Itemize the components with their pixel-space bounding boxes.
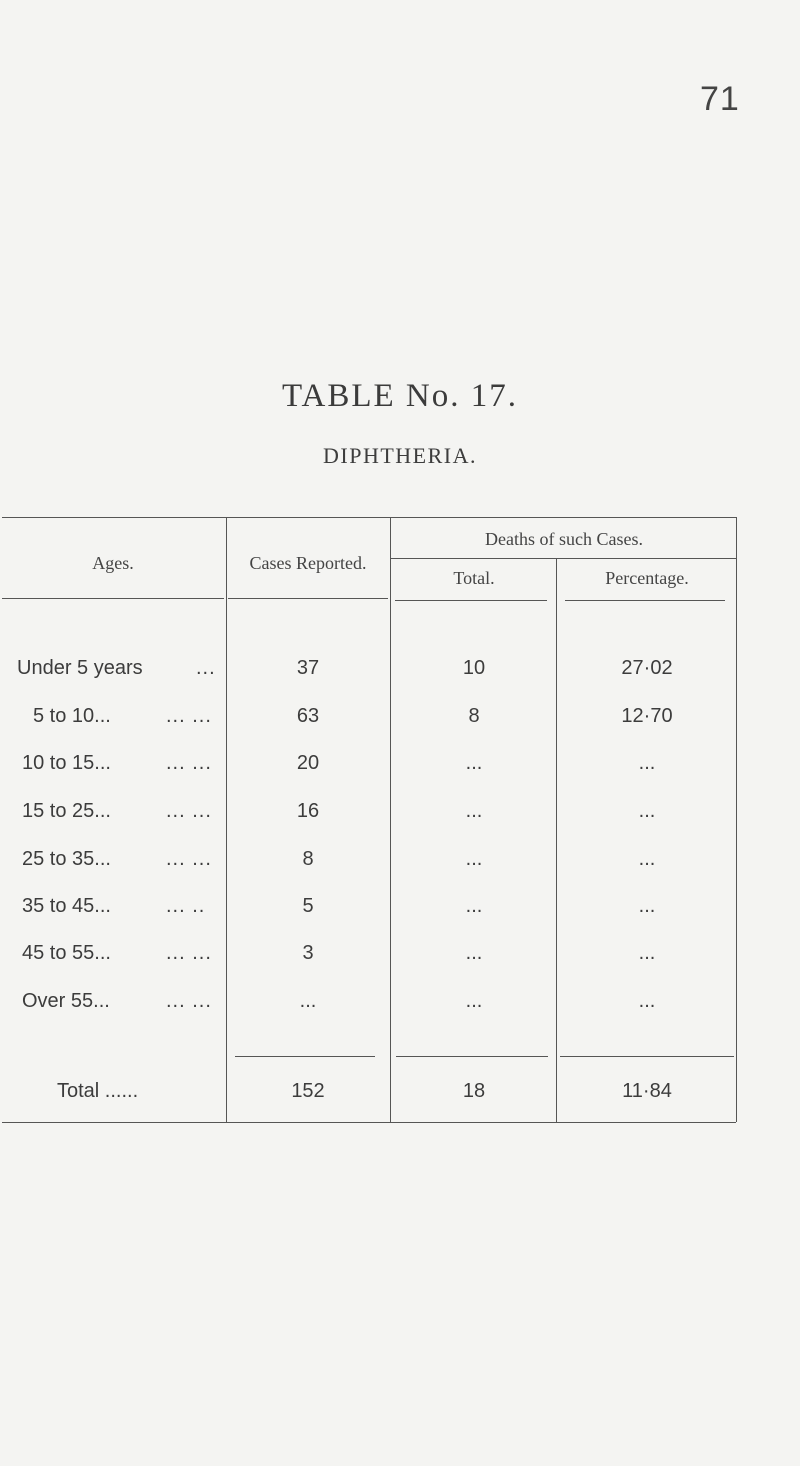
row-age-label: Under 5 years — [17, 657, 143, 679]
row-leader-dots: ... ... — [166, 990, 212, 1012]
totals-deaths-percentage: 11·84 — [622, 1080, 672, 1102]
row-age-label: 15 to 25... — [22, 800, 111, 822]
header-deaths-of-such-cases: Deaths of such Cases. — [485, 529, 643, 549]
row-age-label: 25 to 35... — [22, 848, 111, 870]
header-bottom-rule-ages — [2, 598, 224, 599]
row-cases-reported: 20 — [296, 752, 320, 774]
totals-top-rule-total — [396, 1056, 548, 1057]
row-deaths-total: ... — [465, 848, 483, 870]
row-cases-reported: 37 — [296, 657, 320, 679]
totals-top-rule-percentage — [560, 1056, 734, 1057]
row-leader-dots: ... ... — [166, 800, 212, 822]
row-deaths-total: 10 — [462, 657, 486, 679]
row-cases-reported: 16 — [296, 800, 320, 822]
row-leader-dots: ... ... — [166, 848, 212, 870]
row-leader-dots: ... ... — [166, 752, 212, 774]
row-leader-dots: ... — [196, 657, 216, 679]
header-bottom-rule-cases — [228, 598, 388, 599]
row-deaths-total: ... — [465, 800, 483, 822]
row-cases-reported: 63 — [296, 705, 320, 727]
row-deaths-percentage: 27·02 — [621, 657, 673, 679]
row-deaths-total: ... — [465, 990, 483, 1012]
row-cases-reported: 8 — [302, 848, 314, 870]
table-top-rule — [2, 517, 736, 518]
row-deaths-total: ... — [465, 895, 483, 917]
row-age-label: 35 to 45... — [22, 895, 111, 917]
row-age-label: 45 to 55... — [22, 942, 111, 964]
row-age-label: 10 to 15... — [22, 752, 111, 774]
table-subtitle: DIPHTHERIA. — [323, 443, 477, 468]
table-bottom-rule — [2, 1122, 736, 1123]
header-cases-reported: Cases Reported. — [249, 553, 367, 573]
row-leader-dots: ... ... — [166, 705, 212, 727]
row-deaths-percentage: ... — [638, 848, 656, 870]
deaths-header-rule — [390, 558, 736, 559]
row-deaths-percentage: ... — [638, 895, 656, 917]
header-total: Total. — [453, 568, 495, 588]
row-leader-dots: ... .. — [166, 895, 206, 917]
row-deaths-total: ... — [465, 942, 483, 964]
row-age-label: Over 55... — [22, 990, 110, 1012]
row-deaths-percentage: ... — [638, 752, 656, 774]
page-number: 71 — [700, 80, 740, 118]
row-deaths-percentage: ... — [638, 800, 656, 822]
column-divider-ages-cases — [226, 517, 227, 1122]
table-title: TABLE No. 17. — [281, 378, 518, 414]
header-bottom-rule-total — [395, 600, 547, 601]
header-ages: Ages. — [92, 553, 134, 573]
row-age-label: 5 to 10... — [33, 705, 111, 727]
row-cases-reported: ... — [299, 990, 317, 1012]
row-deaths-percentage: 12·70 — [621, 705, 673, 727]
totals-deaths-total: 18 — [462, 1080, 486, 1102]
table-right-edge — [736, 517, 737, 1122]
row-deaths-percentage: ... — [638, 942, 656, 964]
totals-label: Total ...... — [57, 1080, 139, 1102]
header-bottom-rule-percentage — [565, 600, 725, 601]
row-cases-reported: 5 — [302, 895, 314, 917]
row-deaths-percentage: ... — [638, 990, 656, 1012]
column-divider-cases-deaths — [390, 517, 391, 1122]
header-percentage: Percentage. — [605, 568, 689, 588]
totals-cases-reported: 152 — [291, 1080, 325, 1102]
row-cases-reported: 3 — [302, 942, 314, 964]
column-divider-total-percentage — [556, 558, 557, 1122]
row-deaths-total: 8 — [468, 705, 480, 727]
row-deaths-total: ... — [465, 752, 483, 774]
row-leader-dots: ... ... — [166, 942, 212, 964]
totals-top-rule-cases — [235, 1056, 375, 1057]
